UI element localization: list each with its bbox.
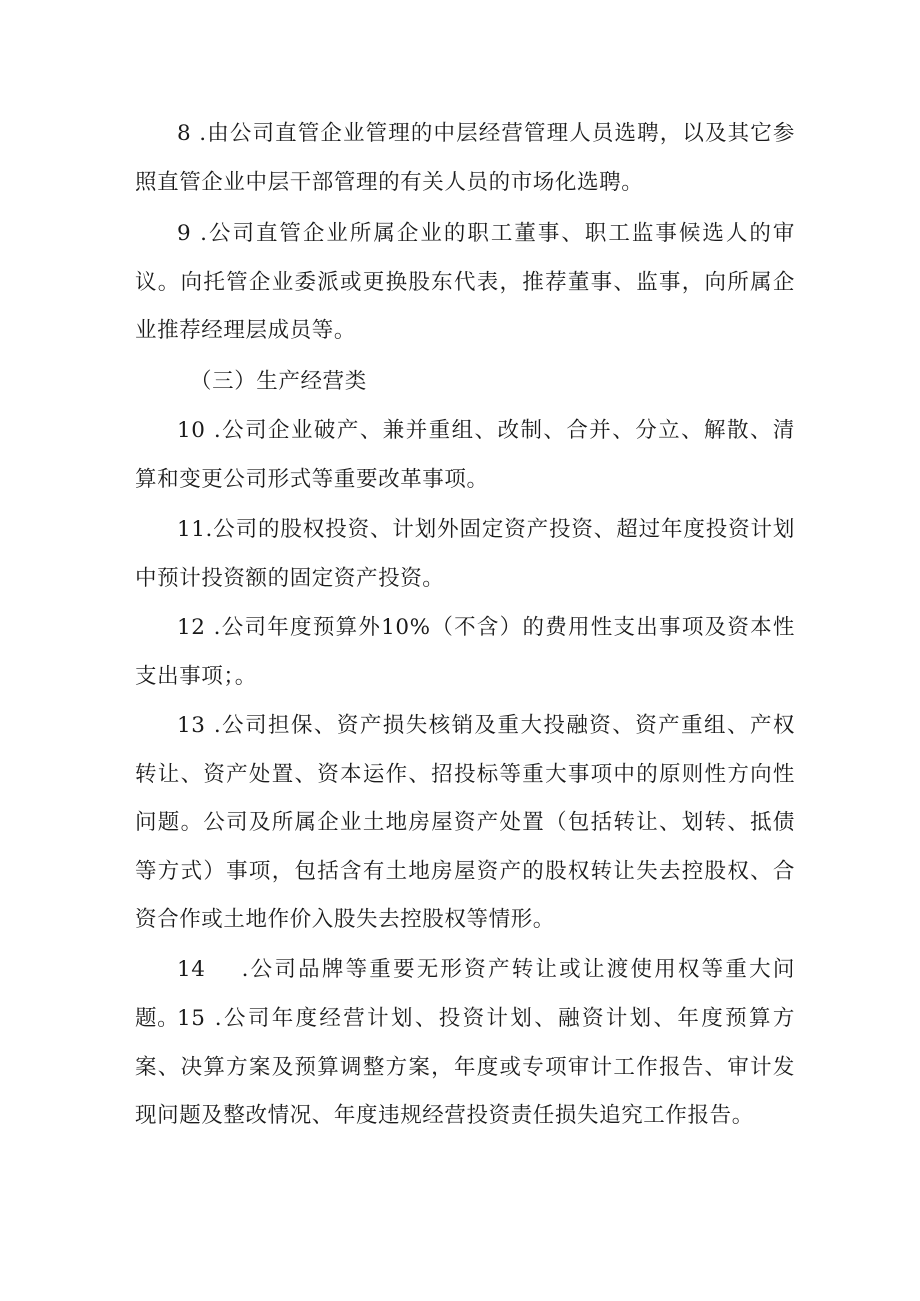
section-heading-production: （三）生产经营类 — [190, 369, 367, 394]
paragraph-item-9: 9 .公司直管企业所属企业的职工董事、职工监事候选人的审议。向托管企业委派或更换股东代表，推荐董事、监事，向所属企业推荐经理层成员等。 — [135, 221, 795, 343]
paragraph-item-12: 12 .公司年度预算外10%（不含）的费用性支出事项及资本性支出事项；。 — [135, 615, 795, 689]
paragraph-item-13: 13 .公司担保、资产损失核销及重大投融资、资产重组、产权转让、资产处置、资本运作、招投标等重大事项中的原则性方向性问题。公司及所属企业土地房屋资产处置（包括转让、划转、抵债等方式）事项，包括含有土地房屋资产的股权转让失去控股权、合资合作或土地作价入股失去控股权等情形。 — [135, 713, 795, 932]
paragraph-body-14: .公司品牌等重要无形资产转让或让渡使用权等重大问题。 — [135, 957, 795, 1031]
paragraph-item-15: 15 .公司年度经营计划、投资计划、融资计划、年度预算方案、决算方案及预算调整方案，年度或专项审计工作报告、审计发现问题及整改情况、年度违规经营投资责任损失追究工作报告。 — [135, 1006, 795, 1128]
paragraph-item-11: 11.公司的股权投资、计划外固定资产投资、超过年度投资计划中预计投资额的固定资产投资。 — [135, 517, 795, 591]
paragraph-number-14: 14 — [177, 957, 206, 982]
paragraph-item-10: 10 .公司企业破产、兼并重组、改制、合并、分立、解散、清算和变更公司形式等重要改革事项。 — [135, 418, 795, 492]
paragraph-item-8: 8 .由公司直管企业管理的中层经营管理人员选聘，以及其它参照直管企业中层干部管理的有关人员的市场化选聘。 — [135, 121, 795, 195]
